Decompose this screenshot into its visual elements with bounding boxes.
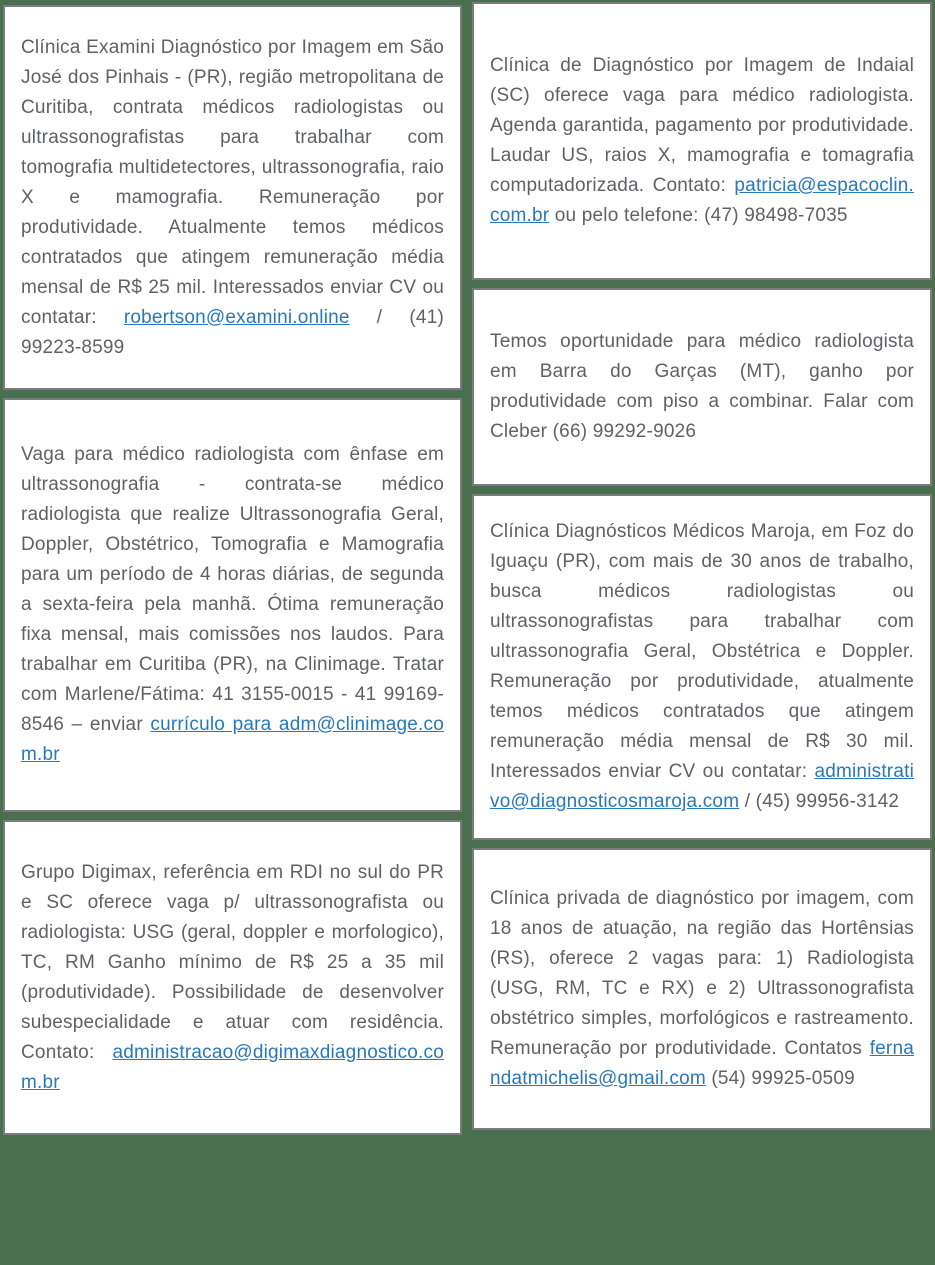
job-ad-text-segment: Grupo Digimax, referência em RDI no sul do PR e SC oferece vaga p/ ultrassonografista ou radiologista: USG (geral, doppler e morfologico), TC, RM Ganho mínimo de R$ 25 a 35 mil (produtividade). Possibilidade de desenvolver subespecialidade e atuar com residência. Contato: xyxy=(21,861,444,1063)
job-ad-card-right-4 xyxy=(472,848,932,1130)
job-ad-text-segment: Clínica de Diagnóstico por Imagem de Indaial (SC) oferece vaga para médico radiologista. Agenda garantida, pagamento por produtividade. Laudar US, raios X, mamografia e tomagrafia computadorizada. Contato: xyxy=(490,55,914,196)
email-link[interactable]: robertson@examini.online xyxy=(123,306,350,328)
column-right xyxy=(472,2,932,1130)
job-ad-text-segment: Clínica Diagnósticos Médicos Maroja, em Foz do Iguaçu (PR), com mais de 30 anos de trabalho, busca médicos radiologistas ou ultrassonografistas para trabalhar com ultrassonografia Geral, Obstétrica e Doppler. Remuneração por produtividade, atualmente temos médicos contratados que atingem remuneração média mensal de R$ 30 mil. Interessados enviar CV ou contatar: xyxy=(490,521,914,782)
job-ad-text xyxy=(21,33,444,363)
job-ad-text-segment: / (45) 99956-3142 xyxy=(739,791,900,812)
job-ad-text xyxy=(490,884,914,1094)
email-link[interactable]: fernandatmichelis@gmail.com xyxy=(490,1038,914,1089)
email-link[interactable]: currículo para adm@clinimage.com.br xyxy=(21,714,444,765)
job-ad-text-segment: Clínica privada de diagnóstico por imagem, com 18 anos de atuação, na região das Hortênsias (RS), oferece 2 vagas para: 1) Radiologista (USG, RM, TC e RX) e 2) Ultrassonografista obstétrico simples, morfológicos e rastreamento. Remuneração por produtividade. Contatos xyxy=(490,888,914,1059)
email-link[interactable]: patricia@espacoclin.com.br xyxy=(490,175,914,226)
job-ad-text-segment: (54) 99925-0509 xyxy=(705,1068,855,1089)
job-ad-card-left-3 xyxy=(3,820,462,1135)
job-ad-card-right-1 xyxy=(472,2,932,280)
job-ad-text-segment: Clínica Examini Diagnóstico por Imagem em São José dos Pinhais - (PR), região metropolitana de Curitiba, contrata médicos radiologistas ou ultrassonografistas para trabalhar com tomografia multidetectores, ultrassonografia, raio X e mamografia. Remuneração por produtividade. Atualmente temos médicos contratados que atingem remuneração média mensal de R$ 25 mil. Interessados enviar CV ou contatar: xyxy=(21,36,444,328)
job-ad-text-segment: / (41) 99223-8599 xyxy=(21,306,444,358)
job-ad-text xyxy=(490,51,914,231)
job-ad-text xyxy=(21,858,444,1098)
job-ad-text xyxy=(21,440,444,770)
job-ad-text-segment: ou pelo telefone: (47) 98498-7035 xyxy=(549,205,848,226)
job-ad-text-segment: Temos oportunidade para médico radiologista em Barra do Garças (MT), ganho por produtividade com piso a combinar. Falar com Cleber (66) 99292-9026 xyxy=(490,331,914,442)
job-ad-card-right-3 xyxy=(472,494,932,840)
job-ad-text-segment: Vaga para médico radiologista com ênfase em ultrassonografia - contrata-se médico radiologista que realize Ultrassonografia Geral, Doppler, Obstétrico, Tomografia e Mamografia para um período de 4 horas diárias, de segunda a sexta-feira pela manhã. Ótima remuneração fixa mensal, mais comissões nos laudos. Para trabalhar em Curitiba (PR), na Clinimage. Tratar com Marlene/Fátima: 41 3155-0015 - 41 99169-8546 – enviar xyxy=(21,444,444,735)
email-link[interactable]: administracao@digimaxdiagnostico.com.br xyxy=(21,1041,444,1093)
job-ad-text xyxy=(490,517,914,817)
job-ad-card-left-2 xyxy=(3,398,462,812)
job-ad-card-right-2 xyxy=(472,288,932,486)
column-left xyxy=(3,5,462,1135)
email-link[interactable]: administrativo@diagnosticosmaroja.com xyxy=(490,761,914,812)
job-ad-card-left-1 xyxy=(3,5,462,390)
job-ad-text xyxy=(490,327,914,447)
